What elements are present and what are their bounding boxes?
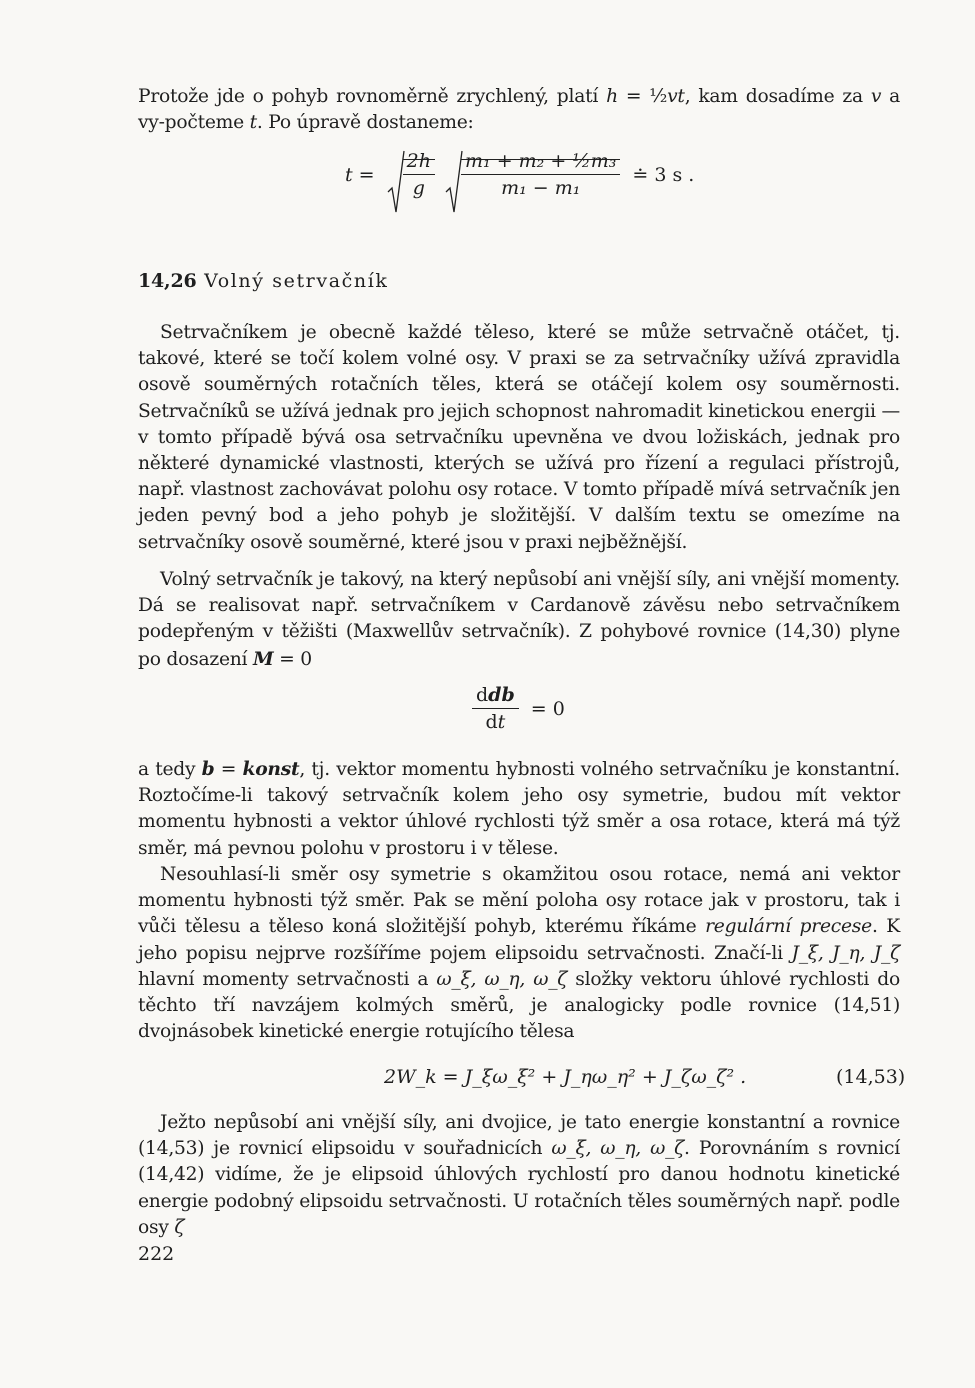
- paragraph-2: Volný setrvačník je takový, na který nepůsobí ani vnější síly, ani vnější momenty. Dá se realisovat např. setrvačníkem v Cardanově závěsu nebo setrvačníkem podepřeným v těžišti (Maxwellův setrvačník). Z pohybové rovnice (14,30) plyne po dosazení M = 0: [138, 569, 900, 670]
- page-number: 222: [138, 1243, 175, 1265]
- paragraph-5: Ježto nepůsobí ani vnější síly, ani dvojice, je tato energie konstantní a rovnice (14,53) je rovnicí elipsoidu v souřadnicích ω_ξ, ω_η, ω_ζ. Porovnáním s rovnicí (14,42) vidíme, že je elipsoid úhlových rychlostí pro danou hodnotu kinetické energie podobný elipsoidu setrvačnosti. U rotačních těles souměrných např. podle osy ζ: [138, 1112, 901, 1238]
- equation-time: t = $\frac{2h}{g}$ $\frac{\text{m₁ + m₂ + ½m₃}}{\text{m₁ − m₁}}$ ≐ 3 s .: [345, 150, 694, 199]
- equation-label-14-53: (14,53): [836, 1066, 906, 1088]
- section-number: 14,26: [138, 270, 197, 292]
- paragraph-1: Setrvačníkem je obecně každé těleso, které se může setrvačně otáčet, tj. takové, které se točí kolem volné osy. V praxi se za setrvačníky užívá zpravidla osově souměrných rotačních těles, která se otáčejí kolem osy souměrnosti. Setrvačníků se užívá jednak pro jejich schopnost nahromadit kinetickou energii — v tomto případě bývá osa setrvačníku upevněna ve dvou ložiskách, jednak pro některé dynamické vlastnosti, kterých se užívá pro řízení a regulaci přístrojů, např. vlastnost zachovávat polohu osy rotace. V tomto případě mívá setrvačník jen jeden pevný bod a jeho pohyb je složitější. V dalším textu se omezíme na setrvačníky osově souměrné, které jsou v praxi nejběžnější.: [138, 322, 900, 553]
- paragraph-3: a tedy b = konst, tj. vektor momentu hybnosti volného setrvačníku je konstantní. Roztočíme-li takový setrvačník kolem jeho osy symetrie, budou mít vektor momentu hybnosti a vektor úhlové rychlosti týž směr a osa rotace, která má týž směr, má pevnou polohu v prostoru i v tělese.: [138, 758, 900, 859]
- sqrt-2h-over-g: $\frac{2h}{g}$: [387, 150, 435, 199]
- intro-paragraph: Protože jde o pohyb rovnoměrně zrychlený, platí h = ½vt, kam dosadíme za v a vy-počteme t. Po úpravě dostaneme:: [138, 86, 900, 134]
- equation-kinetic-energy: 2W_k = J_ξω_ξ² + J_ηω_η² + J_ζω_ζ² .: [384, 1066, 747, 1088]
- section-heading: [138, 270, 389, 292]
- equation-db-dt: $\frac{\text{ddb}}{dt}$ = 0: [472, 684, 565, 733]
- paragraph-4: Nesouhlasí-li směr osy symetrie s okamžitou osou rotace, nemá ani vektor momentu hybnosti týž směr. Pak se mění poloha osy rotace jak v prostoru, tak i vůči tělesu a těleso koná složitější pohyb, kterému říkáme regulární precese. K jeho popisu nejprve rozšíříme pojem elipsoidu setrvačnosti. Značí-li J_ξ, J_η, J_ζ hlavní momenty setrvačnosti a ω_ξ, ω_η, ω_ζ složky vektoru úhlové rychlosti do těchto tří navzájem kolmých směrů, je analogicky podle rovnice (14,51) dvojnásobek kinetické energie rotujícího tělesa: [138, 864, 900, 1043]
- var-h: h: [606, 86, 618, 107]
- section-title: Volný setrvačník: [204, 270, 389, 292]
- sqrt-mass-ratio: $\frac{\text{m₁ + m₂ + ½m₃}}{\text{m₁ − m₁}}$: [445, 150, 620, 199]
